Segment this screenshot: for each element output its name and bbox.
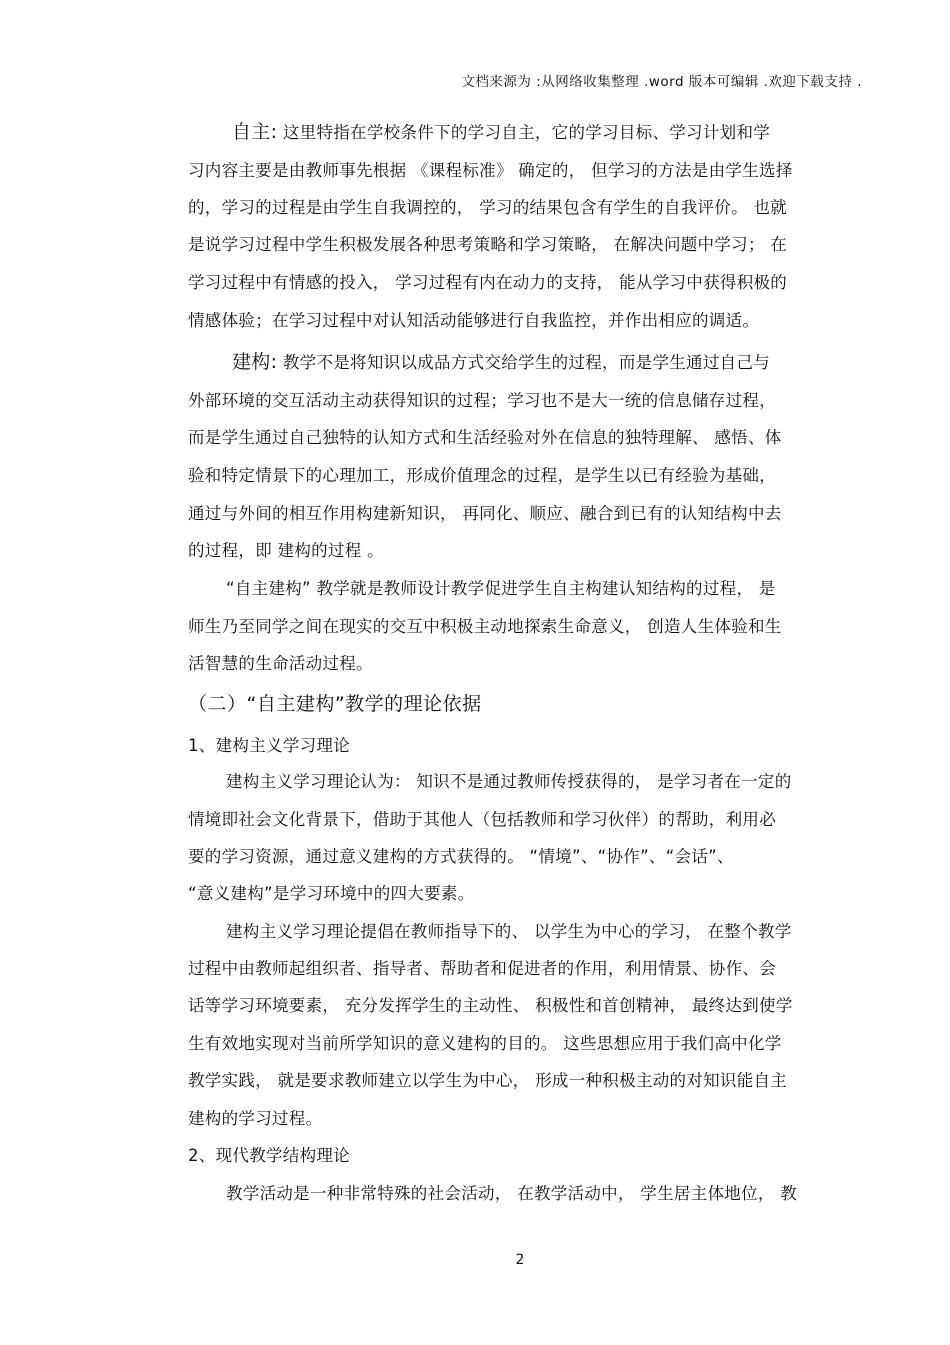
- autonomy-line-2: 的，学习的过程是由学生自我调控的， 学习的结果包含有学生的自我评价。 也就: [188, 198, 788, 217]
- autonomy-first-line: [232, 121, 770, 144]
- section-heading: （二）“自主建构”教学的理论依据: [188, 693, 482, 715]
- construction-line-2: 而是学生通过自己独特的认知方式和生活经验对外在信息的独特理解、 感悟、体: [188, 428, 782, 447]
- theory1-heading: 1、建构主义学习理论: [188, 736, 350, 755]
- theory2-heading: 2、现代教学结构理论: [188, 1146, 350, 1165]
- autonomy-line-5: 情感体验；在学习过程中对认知活动能够进行自我监控，并作出相应的调适。: [188, 311, 760, 330]
- theory1-para2-line-4: 教学实践， 就是要求教师建立以学生为中心， 形成一种积极主动的对知识能自主: [188, 1071, 788, 1090]
- autonomy-line-0: 这里特指在学校条件下的学习自主，它的学习目标、学习计划和学: [282, 123, 771, 142]
- theory1-para2-line-5: 建构的学习过程。: [188, 1109, 323, 1128]
- definition-line-2: 活智慧的生命活动过程。: [188, 654, 373, 673]
- definition-line-1: 师生乃至同学之间在现实的交互中积极主动地探索生命意义， 创造人生体验和生: [188, 617, 782, 636]
- theory1-para2-line-3: 生有效地实现对当前所学知识的意义建构的目的。 这些思想应用于我们高中化学: [188, 1034, 782, 1053]
- construction-line-0: 教学不是将知识以成品方式交给学生的过程，而是学生通过自己与: [282, 353, 771, 372]
- page-header: 文档来源为 :从网络收集整理 .word 版本可编辑 .欢迎下载支持 .: [461, 74, 862, 90]
- theory1-para2-line-2: 话等学习环境要素， 充分发挥学生的主动性、 积极性和首创精神， 最终达到使学: [188, 996, 793, 1015]
- theory2-line-0: 教学活动是一种非常特殊的社会活动， 在教学活动中， 学生居主体地位， 教: [226, 1184, 798, 1203]
- theory1-para2-line-0: 建构主义学习理论提倡在教师指导下的、 以学生为中心的学习， 在整个教学: [226, 922, 792, 941]
- theory1-para1-line-2: 要的学习资源，通过意义建构的方式获得的。 “情境”、“协作”、“会话”、: [188, 847, 734, 866]
- autonomy-line-4: 学习过程中有情感的投入， 学习过程有内在动力的支持， 能从学习中获得积极的: [188, 273, 788, 292]
- construction-first-line: [232, 351, 770, 374]
- construction-line-5: 的过程，即 建构的过程 。: [188, 541, 384, 560]
- construction-term: 建构:: [232, 351, 278, 373]
- definition-line-0: “自主建构” 教学就是教师设计教学促进学生自主构建认知结构的过程， 是: [226, 579, 776, 598]
- theory1-para1-line-0: 建构主义学习理论认为： 知识不是通过教师传授获得的， 是学习者在一定的: [226, 772, 792, 791]
- autonomy-line-1: 习内容主要是由教师事先根据 《课程标准》 确定的， 但学习的方法是由学生选择: [188, 161, 793, 180]
- theory1-para1-line-1: 情境即社会文化背景下，借助于其他人（包括教师和学习伙伴）的帮助，利用必: [188, 810, 776, 829]
- theory1-para2-line-1: 过程中由教师起组织者、指导者、帮助者和促进者的作用，利用情景、协作、会: [188, 959, 776, 978]
- autonomy-term: 自主:: [232, 121, 278, 143]
- construction-line-3: 验和特定情景下的心理加工，形成价值理念的过程，是学生以已有经验为基础，: [188, 466, 776, 485]
- construction-line-4: 通过与外间的相互作用构建新知识， 再同化、顺应、融合到已有的认知结构中去: [188, 504, 782, 523]
- construction-line-1: 外部环境的交互活动主动获得知识的过程；学习也不是大一统的信息储存过程，: [188, 391, 776, 410]
- autonomy-line-3: 是说学习过程中学生积极发展各种思考策略和学习策略， 在解决问题中学习； 在: [188, 235, 788, 254]
- theory1-para1-line-3: “意义建构”是学习环境中的四大要素。: [188, 884, 475, 903]
- page-number: 2: [515, 1252, 525, 1268]
